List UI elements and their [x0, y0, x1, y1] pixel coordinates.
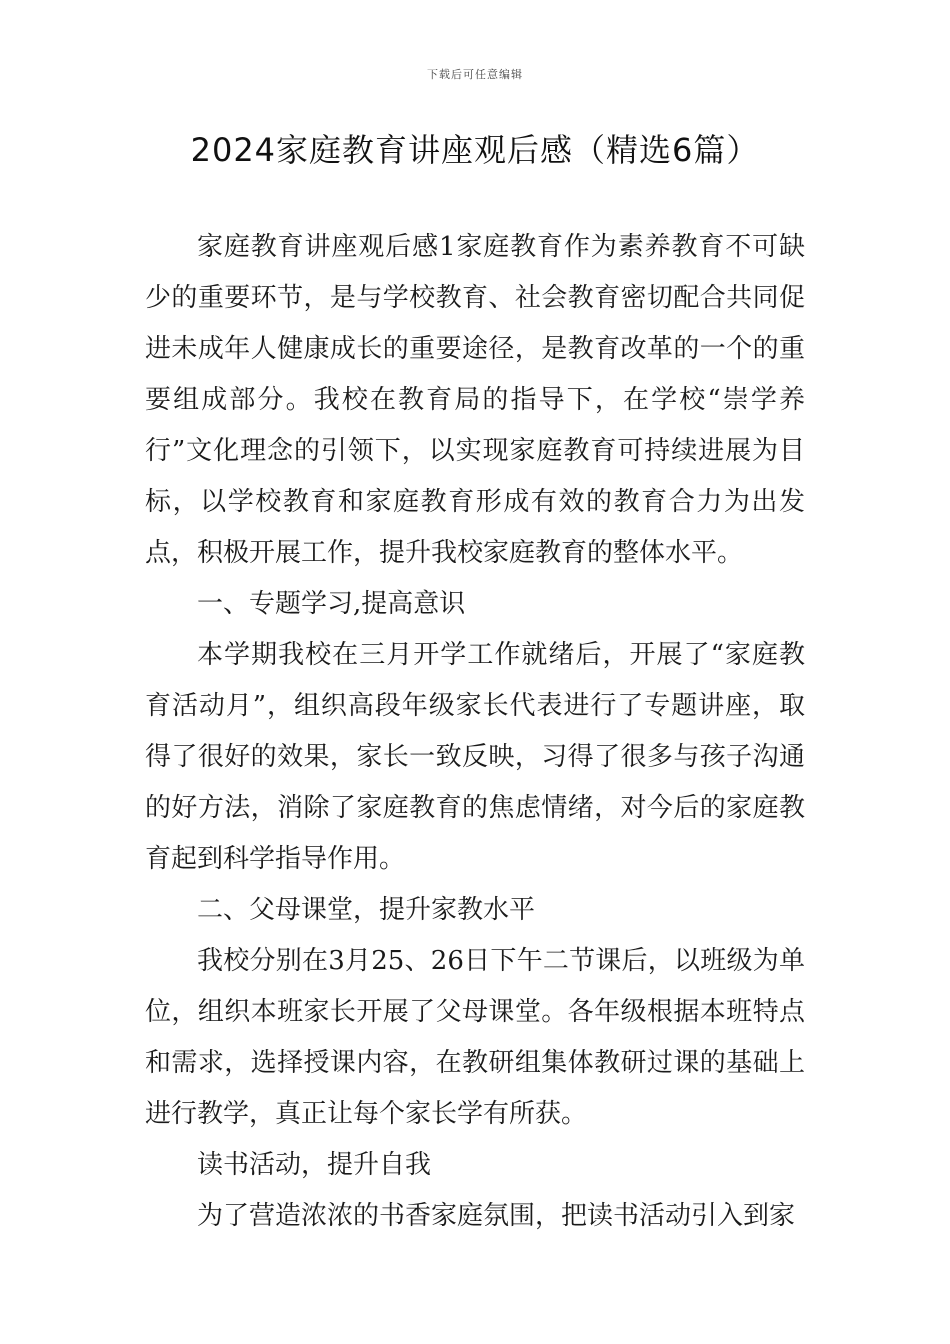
- header-note: 下载后可任意编辑: [427, 68, 523, 81]
- paragraph-intro: 家庭教育讲座观后感1家庭教育作为素养教育不可缺少的重要环节，是与学校教育、社会教育密切配合共同促进未成年人健康成长的重要途径，是教育改革的一个的重要组成部分。我校在教育局的指导下，在学校“崇学养行”文化理念的引领下，以实现家庭教育可持续进展为目标，以学校教育和家庭教育形成有效的教育合力为出发点，积极开展工作，提升我校家庭教育的整体水平。: [145, 232, 805, 568]
- document-body: [145, 222, 805, 1242]
- section-heading-3: 读书活动，提升自我: [197, 1150, 432, 1180]
- paragraph-section-1: 本学期我校在三月开学工作就绪后，开展了“家庭教育活动月”，组织高段年级家长代表进行了专题讲座，取得了很好的效果，家长一致反映，习得了很多与孩子沟通的好方法，消除了家庭教育的焦虑情绪，对今后的家庭教育起到科学指导作用。: [145, 640, 805, 874]
- document-title: 2024家庭教育讲座观后感（精选6篇）: [190, 131, 760, 169]
- paragraph-section-3: 为了营造浓浓的书香家庭氛围，把读书活动引入到家: [197, 1201, 796, 1231]
- section-heading-1: 一、专题学习,提高意识: [197, 589, 466, 619]
- section-heading-2: 二、父母课堂，提升家教水平: [197, 895, 536, 925]
- paragraph-section-2: 我校分别在3月25、26日下午二节课后，以班级为单位，组织本班家长开展了父母课堂。各年级根据本班特点和需求，选择授课内容，在教研组集体教研过课的基础上进行教学，真正让每个家长学有所获。: [145, 946, 805, 1129]
